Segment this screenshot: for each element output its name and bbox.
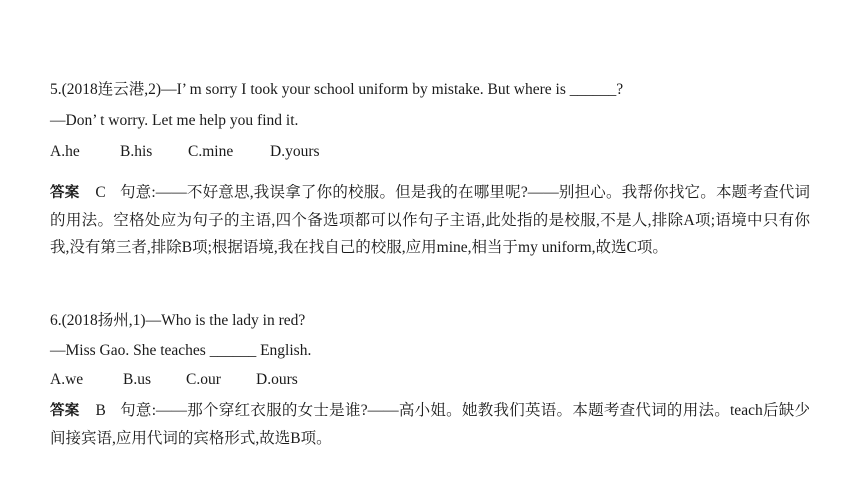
option-d: D.ours (256, 371, 298, 388)
answer-letter: C (95, 184, 106, 201)
question-5-options (50, 142, 320, 162)
answer-letter: B (95, 402, 106, 419)
question-6-reply: —Miss Gao. She teaches ______ English. (50, 342, 312, 359)
question-5-stem: 5.(2018连云港,2)—I’ m sorry I took your school uniform by mistake. But where is ______? (50, 81, 624, 98)
question-6-options (50, 370, 298, 390)
answer-explanation: 句意:——不好意思,我误拿了你的校服。但是我的在哪里呢?——别担心。我帮你找它。本题考查代词的用法。空格处应为句子的主语,四个备选项都可以作句子主语,此处指的是校服,不是人,排除A项;语境中只有你我,没有第三者,排除B项;根据语境,我在找自己的校服,应用mine,相当于my uniform,故选C项。 (50, 184, 810, 256)
option-c: C.mine (188, 143, 234, 160)
question-5-answer (50, 179, 810, 261)
option-b: B.his (120, 143, 153, 160)
option-d: D.yours (270, 143, 320, 160)
question-6-answer (50, 397, 810, 452)
question-6-stem: 6.(2018扬州,1)—Who is the lady in red? (50, 312, 306, 329)
answer-explanation: 句意:——那个穿红衣服的女士是谁?——高小姐。她教我们英语。本题考查代词的用法。teach后缺少间接宾语,应用代词的宾格形式,故选B项。 (50, 402, 811, 447)
option-c: C.our (186, 371, 221, 388)
question-5-reply: —Don’ t worry. Let me help you find it. (50, 112, 299, 129)
option-a: A.he (50, 143, 80, 160)
answer-label: 答案 (50, 403, 80, 419)
option-b: B.us (123, 371, 151, 388)
answer-label: 答案 (50, 185, 80, 201)
option-a: A.we (50, 371, 84, 388)
